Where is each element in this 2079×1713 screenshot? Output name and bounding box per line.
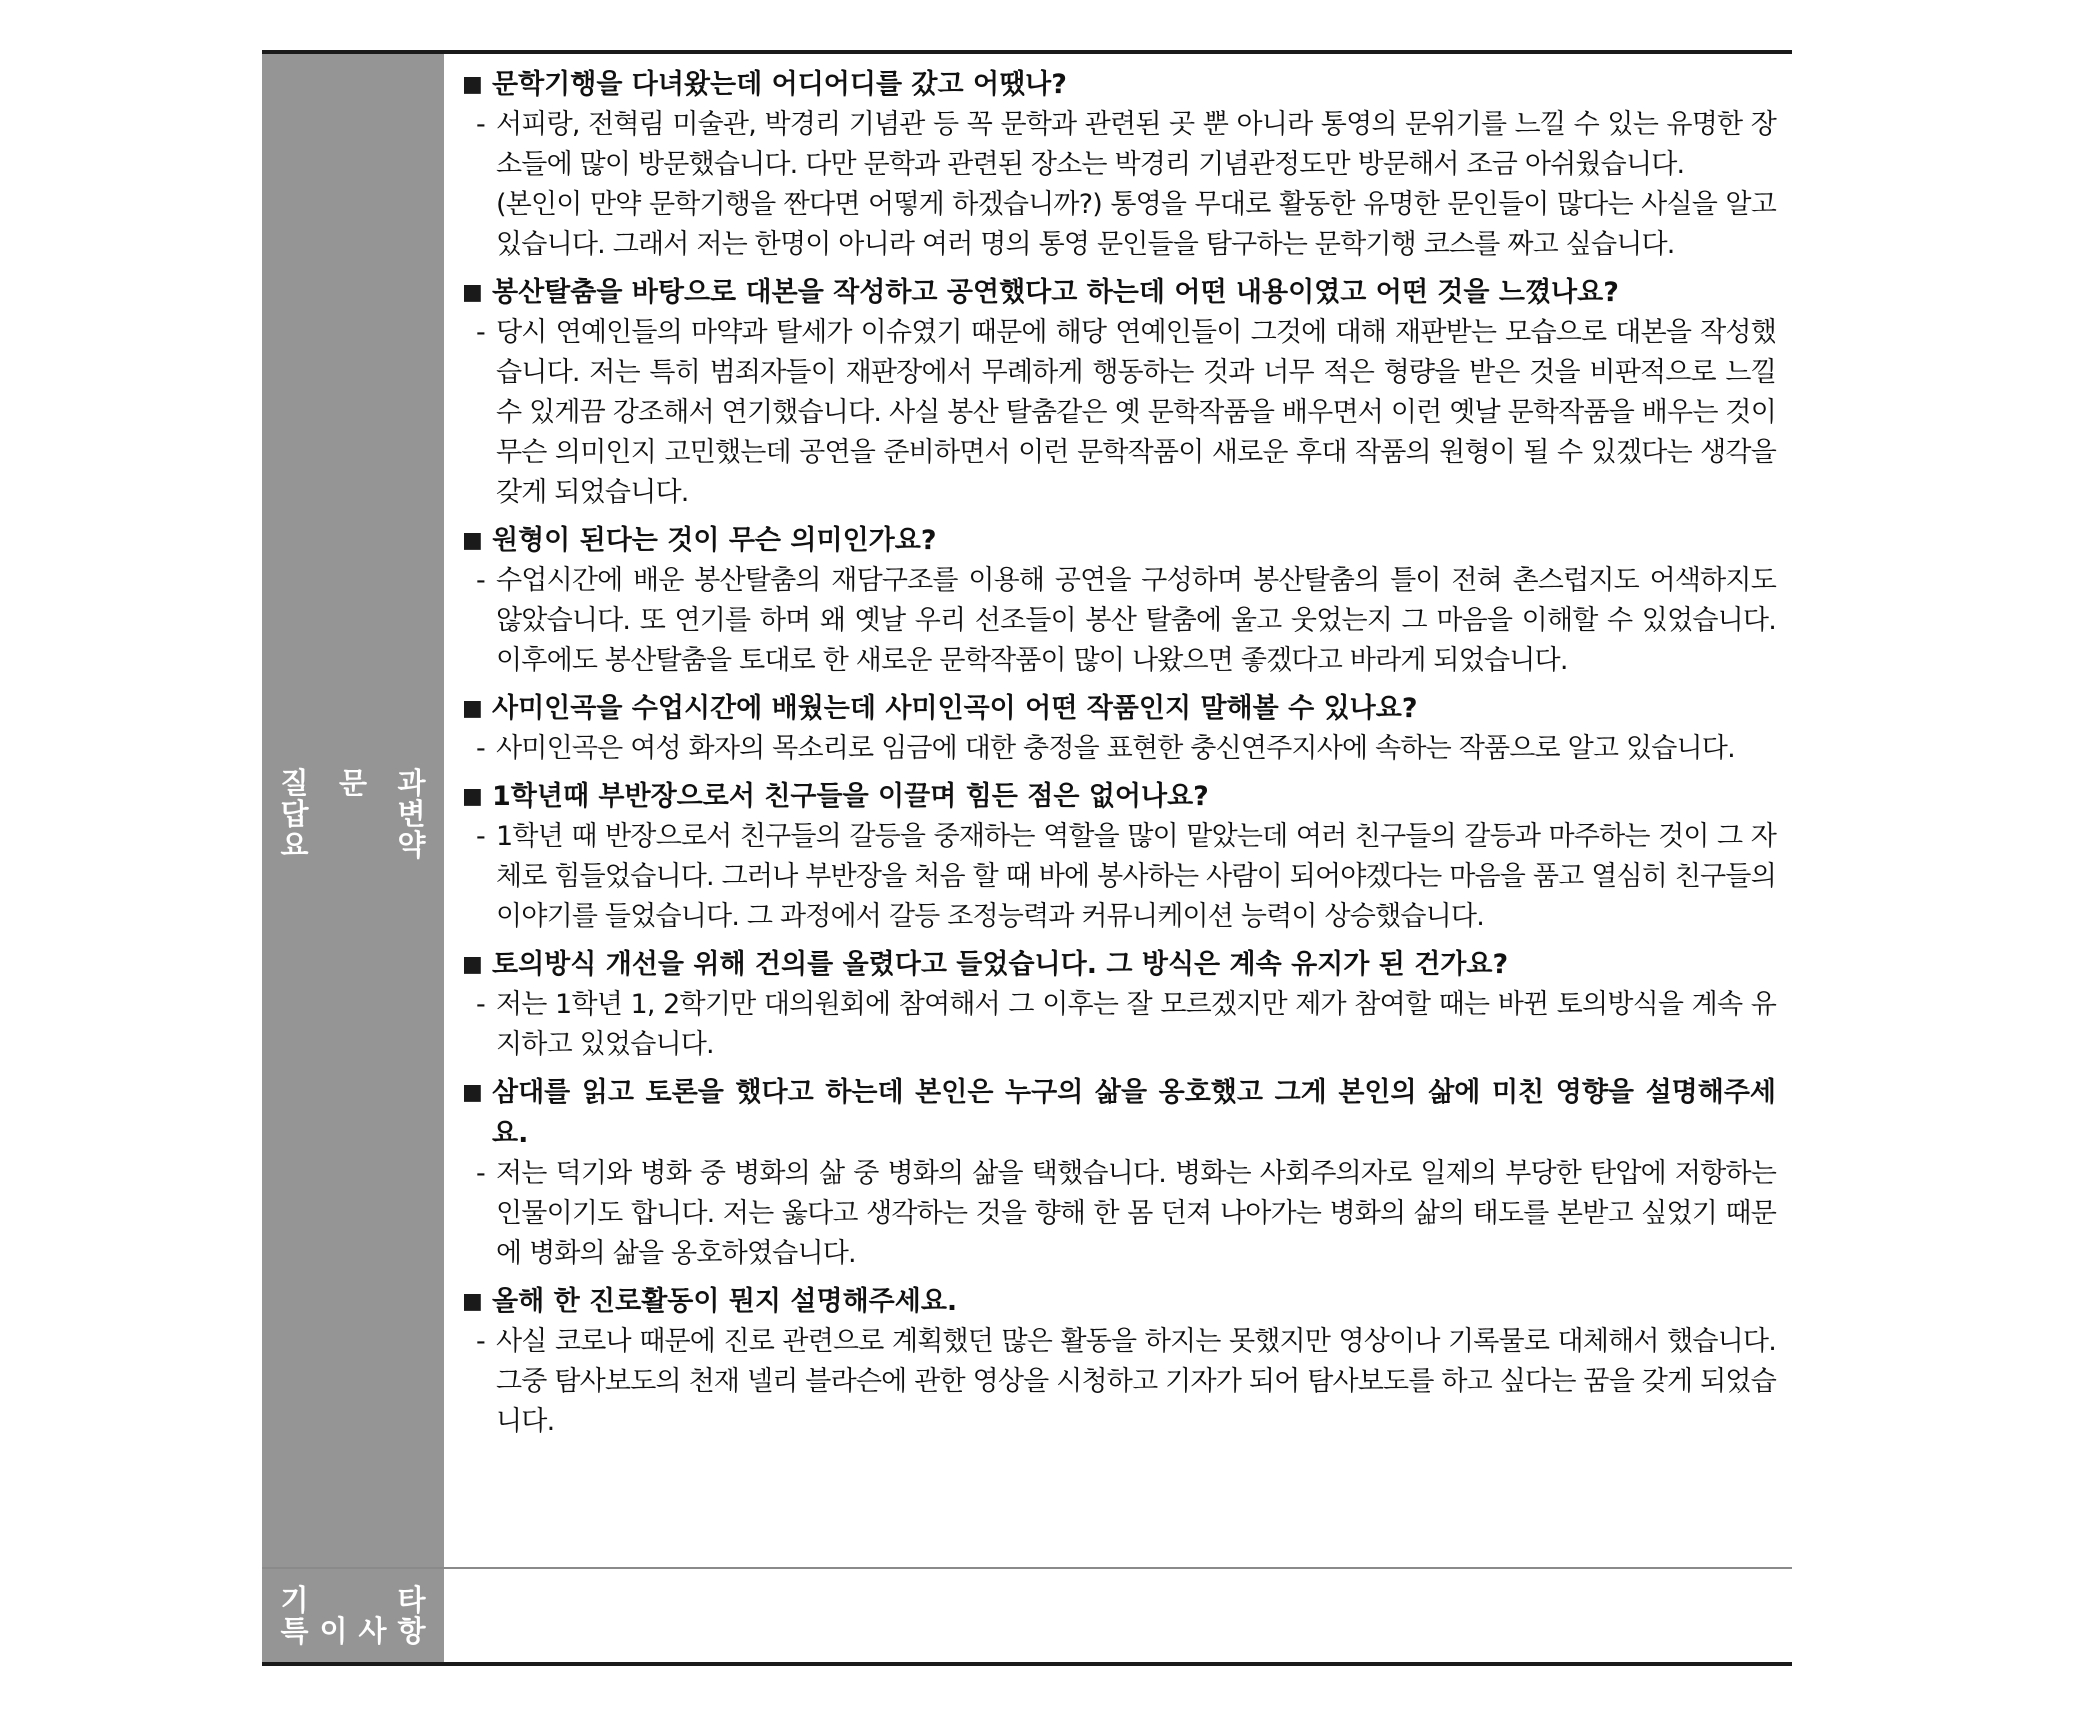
qa-item xyxy=(462,272,1776,513)
answer-text xyxy=(496,729,1776,769)
qa-item xyxy=(462,776,1776,937)
label-char: 항 xyxy=(397,1613,426,1648)
label-char xyxy=(339,799,368,830)
answer-paragraph: 저는 덕기와 병화 중 병화의 삶 중 병화의 삶을 택했습니다. 병화는 사회주의자로 일제의 부당한 탄압에 저항하는 인물이기도 합니다. 저는 옳다고 생각하는 것을 향해 한 몸 던져 나아가는 병화의 삶의 태도를 본받고 싶었기 때문에 병화의 삶을 옹호하였습니다. xyxy=(496,1158,1776,1269)
square-bullet-icon: ■ xyxy=(462,1289,483,1314)
answer xyxy=(462,1154,1776,1274)
qa-item xyxy=(462,1072,1776,1274)
answer-text xyxy=(496,561,1776,681)
label-char: 특 xyxy=(280,1613,309,1648)
answer-text xyxy=(496,313,1776,513)
qa-item xyxy=(462,944,1776,1065)
square-bullet-icon: ■ xyxy=(462,528,483,553)
label-char: 이 xyxy=(319,1613,348,1648)
question xyxy=(462,1281,1776,1322)
answer-paragraph: 당시 연예인들의 마약과 탈세가 이슈였기 때문에 해당 연예인들이 그것에 대해 재판받는 모습으로 대본을 작성했습니다. 저는 특히 범죄자들이 재판장에서 무례하게 행동하는 것과 너무 적은 형량을 받은 것을 비판적으로 느낄 수 있게끔 강조해서 연기했습니다. 사실 봉산 탈춤같은 옛 문학작품을 배우면서 이런 옛날 문학작품을 배우는 것이 무슨 의미인지 고민했는데 공연을 준비하면서 이런 문학작품이 새로운 후대 작품의 원형이 될 수 있겠다는 생각을 갖게 되었습니다. xyxy=(496,317,1776,508)
answer-dash: - xyxy=(476,821,485,852)
label-char: 요 xyxy=(280,827,309,862)
etc-notes-content xyxy=(444,1569,1792,1662)
label-line xyxy=(280,796,426,831)
label-char: 타 xyxy=(397,1582,426,1617)
answer-paragraph: 사미인곡은 여성 화자의 목소리로 임금에 대한 충정을 표현한 충신연주지사에 속하는 작품으로 알고 있습니다. xyxy=(496,733,1735,764)
square-bullet-icon: ■ xyxy=(462,280,483,305)
answer xyxy=(462,105,1776,265)
answer-dash: - xyxy=(476,989,485,1020)
etc-notes-label-text xyxy=(280,1582,426,1648)
etc-notes-label xyxy=(262,1569,444,1662)
question xyxy=(462,520,1776,561)
question xyxy=(462,272,1776,313)
qa-summary-label xyxy=(262,54,444,1567)
square-bullet-icon: ■ xyxy=(462,72,483,97)
square-bullet-icon: ■ xyxy=(462,696,483,721)
answer-dash: - xyxy=(476,733,485,764)
label-char: 약 xyxy=(397,827,426,862)
qa-item xyxy=(462,64,1776,265)
qa-summary-label-text xyxy=(280,765,426,862)
answer-text xyxy=(496,1154,1776,1274)
answer-dash: - xyxy=(476,109,485,140)
question-text: 원형이 된다는 것이 무슨 의미인가요? xyxy=(492,525,937,556)
answer xyxy=(462,817,1776,937)
question xyxy=(462,944,1776,985)
answer xyxy=(462,1322,1776,1442)
qa-summary-row xyxy=(262,54,1792,1569)
answer-dash: - xyxy=(476,1158,485,1189)
etc-notes-row xyxy=(262,1569,1792,1662)
label-line xyxy=(280,1582,426,1617)
square-bullet-icon: ■ xyxy=(462,952,483,977)
square-bullet-icon: ■ xyxy=(462,1080,483,1105)
question-text: 1학년때 부반장으로서 친구들을 이끌며 힘든 점은 없어나요? xyxy=(492,781,1209,812)
question-text: 사미인곡을 수업시간에 배웠는데 사미인곡이 어떤 작품인지 말해볼 수 있나요? xyxy=(492,693,1418,724)
question xyxy=(462,64,1776,105)
label-char: 변 xyxy=(397,796,426,831)
qa-summary-content xyxy=(444,54,1792,1567)
question-text: 삼대를 읽고 토론을 했다고 하는데 본인은 누구의 삶을 옹호했고 그게 본인의 삶에 미친 영향을 설명해주세요. xyxy=(492,1077,1776,1149)
question xyxy=(462,776,1776,817)
label-char: 문 xyxy=(338,765,367,800)
qa-item xyxy=(462,520,1776,681)
label-line xyxy=(280,765,426,800)
answer xyxy=(462,985,1776,1065)
label-char: 질 xyxy=(280,765,309,800)
answer-text xyxy=(496,985,1776,1065)
qa-item xyxy=(462,688,1776,769)
answer xyxy=(462,729,1776,769)
question-text: 문학기행을 다녀왔는데 어디어디를 갔고 어땠나? xyxy=(492,69,1067,100)
square-bullet-icon: ■ xyxy=(462,784,483,809)
answer-paragraph: 수업시간에 배운 봉산탈춤의 재담구조를 이용해 공연을 구성하며 봉산탈춤의 틀이 전혀 촌스럽지도 어색하지도 않았습니다. 또 연기를 하며 왜 옛날 우리 선조들이 봉산 탈춤에 울고 웃었는지 그 마음을 이해할 수 있었습니다. 이후에도 봉산탈춤을 토대로 한 새로운 문학작품이 많이 나왔으면 좋겠다고 바라게 되었습니다. xyxy=(496,565,1776,676)
answer-dash: - xyxy=(476,317,485,348)
answer-dash: - xyxy=(476,565,485,596)
qa-item xyxy=(462,1281,1776,1442)
answer-text xyxy=(496,817,1776,937)
answer-text xyxy=(496,1322,1776,1442)
label-char: 기 xyxy=(280,1582,309,1617)
answer-paragraph: 서피랑, 전혁림 미술관, 박경리 기념관 등 꼭 문학과 관련된 곳 뿐 아니라 통영의 문위기를 느낄 수 있는 유명한 장소들에 많이 방문했습니다. 다만 문학과 관련된 장소는 박경리 기념관정도만 방문해서 조금 아쉬웠습니다. xyxy=(496,109,1776,180)
label-char: 사 xyxy=(358,1613,387,1648)
answer-paragraph: 1학년 때 반장으로서 친구들의 갈등을 중재하는 역할을 많이 맡았는데 여러 친구들의 갈등과 마주하는 것이 그 자체로 힘들었습니다. 그러나 부반장을 처음 할 때 바에 봉사하는 사람이 되어야겠다는 마음을 품고 열심히 친구들의 이야기를 들었습니다. 그 과정에서 갈등 조정능력과 커뮤니케이션 능력이 상승했습니다. xyxy=(496,821,1776,932)
label-line xyxy=(280,827,426,862)
question-text: 봉산탈춤을 바탕으로 대본을 작성하고 공연했다고 하는데 어떤 내용이였고 어떤 것을 느꼈나요? xyxy=(492,277,1619,308)
question xyxy=(462,1072,1776,1154)
answer-paragraph: 사실 코로나 때문에 진로 관련으로 계획했던 많은 활동을 하지는 못했지만 영상이나 기록물로 대체해서 했습니다. 그중 탐사보도의 천재 넬리 블라슨에 관한 영상을 시청하고 기자가 되어 탐사보도를 하고 싶다는 꿈을 갖게 되었습니다. xyxy=(496,1326,1776,1437)
label-char xyxy=(339,1585,368,1616)
answer-paragraph: 저는 1학년 1, 2학기만 대의원회에 참여해서 그 이후는 잘 모르겠지만 제가 참여할 때는 바뀐 토의방식을 계속 유지하고 있었습니다. xyxy=(496,989,1776,1060)
answer xyxy=(462,313,1776,513)
label-char: 답 xyxy=(280,796,309,831)
answer-text xyxy=(496,105,1776,265)
question-text: 토의방식 개선을 위해 건의를 올렸다고 들었습니다. 그 방식은 계속 유지가 된 건가요? xyxy=(492,949,1509,980)
label-char: 과 xyxy=(397,765,426,800)
label-line xyxy=(280,1613,426,1648)
answer-paragraph: (본인이 만약 문학기행을 짠다면 어떻게 하겠습니까?) 통영을 무대로 활동한 유명한 문인들이 많다는 사실을 알고 있습니다. 그래서 저는 한명이 아니라 여러 명의 통영 문인들을 탐구하는 문학기행 코스를 짜고 싶습니다. xyxy=(496,189,1777,260)
label-char xyxy=(339,830,368,861)
question-text: 올해 한 진로활동이 뭔지 설명해주세요. xyxy=(492,1286,958,1317)
answer-dash: - xyxy=(476,1326,485,1357)
question xyxy=(462,688,1776,729)
interview-summary-table xyxy=(262,50,1792,1666)
answer xyxy=(462,561,1776,681)
